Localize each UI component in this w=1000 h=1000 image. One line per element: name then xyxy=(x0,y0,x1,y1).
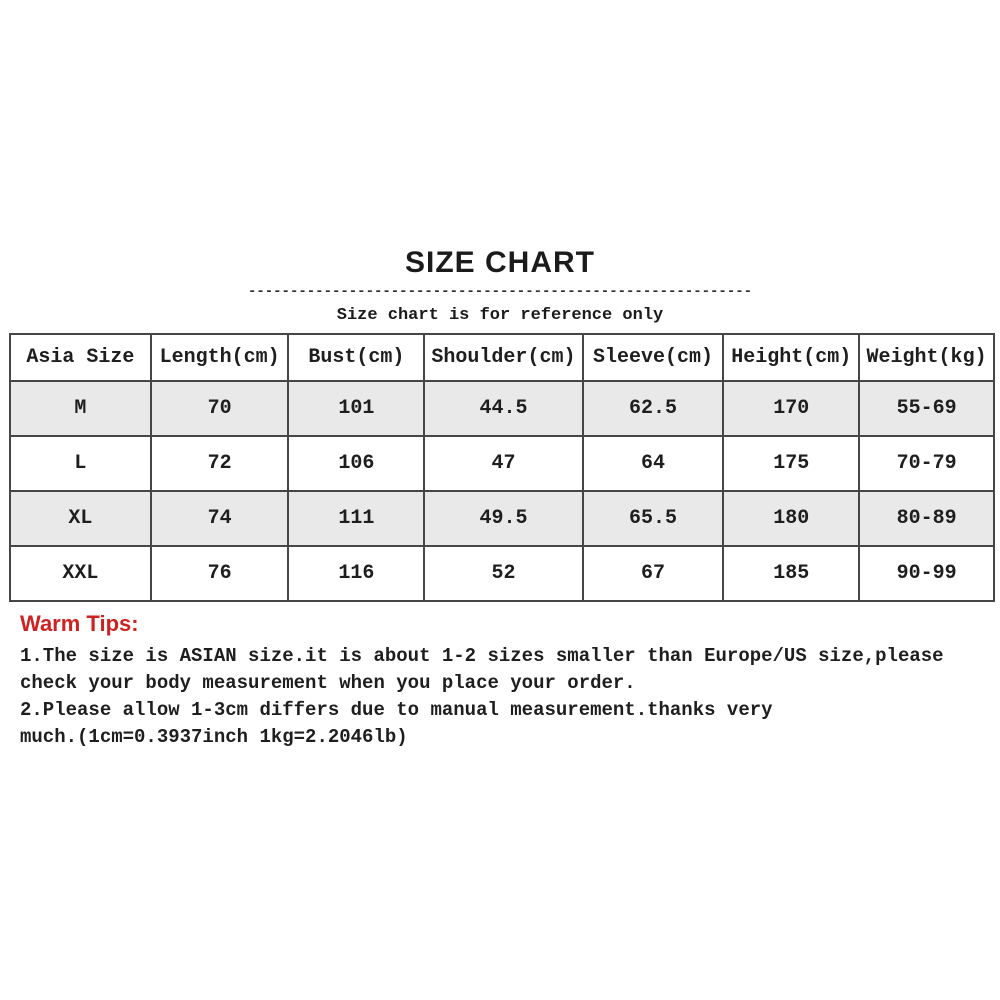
column-header-shoulder: Shoulder(cm) xyxy=(424,334,582,381)
reference-note: Size chart is for reference only xyxy=(336,306,664,325)
column-header-bust: Bust(cm) xyxy=(288,334,424,381)
cell-sleeve: 65.5 xyxy=(583,491,724,546)
warm-tip-line-4: much.(1cm=0.3937inch 1kg=2.2046lb) xyxy=(20,726,408,748)
table-row-xl xyxy=(10,491,994,546)
column-header-height: Height(cm) xyxy=(723,334,859,381)
cell-size: M xyxy=(10,381,151,436)
table-header-row xyxy=(10,334,994,381)
cell-height: 170 xyxy=(723,381,859,436)
size-table xyxy=(9,333,995,602)
warm-tips-section xyxy=(20,611,1000,751)
cell-weight: 55-69 xyxy=(859,381,994,436)
cell-shoulder: 49.5 xyxy=(424,491,582,546)
table-row-xxl xyxy=(10,546,994,601)
warm-tip-line-3: 2.Please allow 1-3cm differs due to manual measurement.thanks very xyxy=(20,699,773,721)
warm-tip-line-1: 1.The size is ASIAN size.it is about 1-2 sizes smaller than Europe/US size,please xyxy=(20,645,944,667)
cell-bust: 101 xyxy=(288,381,424,436)
cell-bust: 111 xyxy=(288,491,424,546)
cell-length: 72 xyxy=(151,436,289,491)
cell-size: XL xyxy=(10,491,151,546)
cell-weight: 80-89 xyxy=(859,491,994,546)
cell-shoulder: 52 xyxy=(424,546,582,601)
dashed-divider: ------------------------------------------------------------ xyxy=(247,285,753,299)
cell-shoulder: 47 xyxy=(424,436,582,491)
page-title: SIZE CHART xyxy=(405,246,595,279)
column-header-asia-size: Asia Size xyxy=(10,334,151,381)
cell-length: 74 xyxy=(151,491,289,546)
cell-shoulder: 44.5 xyxy=(424,381,582,436)
table-row-m xyxy=(10,381,994,436)
cell-size: L xyxy=(10,436,151,491)
cell-height: 175 xyxy=(723,436,859,491)
cell-sleeve: 62.5 xyxy=(583,381,724,436)
column-header-length: Length(cm) xyxy=(151,334,289,381)
cell-height: 180 xyxy=(723,491,859,546)
warm-tips-heading: Warm Tips: xyxy=(20,611,139,636)
table-row-l xyxy=(10,436,994,491)
cell-bust: 116 xyxy=(288,546,424,601)
cell-sleeve: 67 xyxy=(583,546,724,601)
column-header-weight: Weight(kg) xyxy=(859,334,994,381)
cell-length: 70 xyxy=(151,381,289,436)
cell-length: 76 xyxy=(151,546,289,601)
cell-bust: 106 xyxy=(288,436,424,491)
cell-weight: 70-79 xyxy=(859,436,994,491)
cell-height: 185 xyxy=(723,546,859,601)
column-header-sleeve: Sleeve(cm) xyxy=(583,334,724,381)
cell-sleeve: 64 xyxy=(583,436,724,491)
cell-size: XXL xyxy=(10,546,151,601)
cell-weight: 90-99 xyxy=(859,546,994,601)
warm-tip-line-2: check your body measurement when you place your order. xyxy=(20,672,636,694)
